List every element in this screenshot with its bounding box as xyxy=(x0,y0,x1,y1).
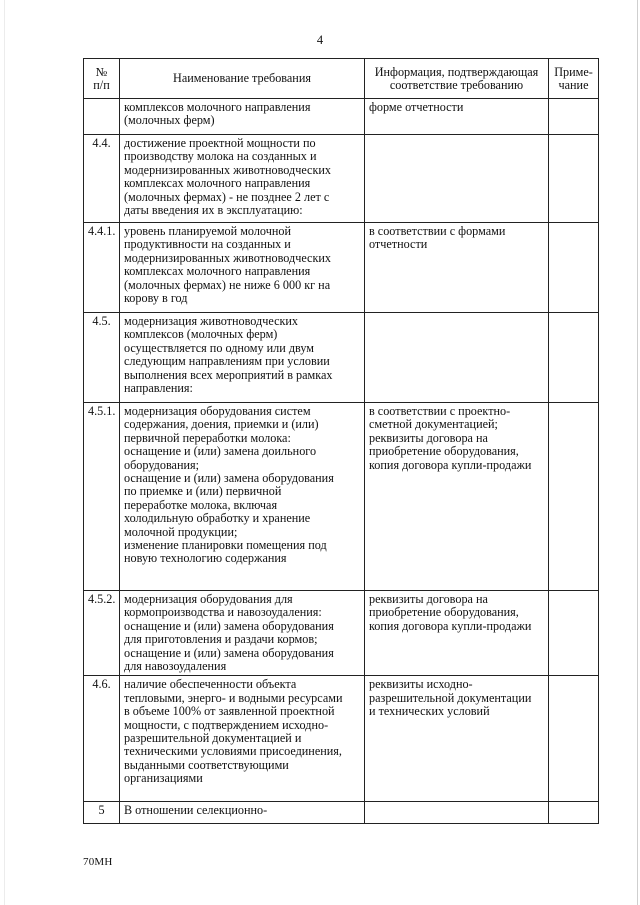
row-note xyxy=(549,223,599,313)
row-info: форме отчетности xyxy=(365,99,549,135)
row-number: 4.6. xyxy=(84,676,120,802)
header-num: № п/п xyxy=(84,59,120,99)
row-number: 4.5. xyxy=(84,313,120,403)
row-note xyxy=(549,313,599,403)
table-row xyxy=(84,802,599,824)
row-number xyxy=(84,99,120,135)
row-note xyxy=(549,99,599,135)
header-requirement: Наименование требования xyxy=(120,59,365,99)
row-info: реквизиты договора на приобретение оборудования, копия договора купли-продажи xyxy=(365,591,549,676)
row-requirement: достижение проектной мощности по производству молока на созданных и модернизированных животноводческих комплексах молочного направления (молочных фермах) - не позднее 2 лет с даты введения их в эксплуатацию: xyxy=(120,135,365,223)
row-info: в соответствии с проектно- сметной документацией; реквизиты договора на приобретение оборудования, копия договора купли-продажи xyxy=(365,403,549,591)
row-requirement: модернизация оборудования для кормопроизводства и навозоудаления: оснащение и (или) замена оборудования для приготовления и раздачи кормов; оснащение и (или) замена оборудования для навозоудаления xyxy=(120,591,365,676)
row-number: 4.4. xyxy=(84,135,120,223)
row-info xyxy=(365,313,549,403)
table-row xyxy=(84,99,599,135)
table-row xyxy=(84,591,599,676)
row-number: 5 xyxy=(84,802,120,824)
row-requirement: модернизация животноводческих комплексов (молочных ферм) осуществляется по одному или двум следующим направлениям при условии выполнения всех мероприятий в рамках направления: xyxy=(120,313,365,403)
row-info: в соответствии с формами отчетности xyxy=(365,223,549,313)
table-row xyxy=(84,135,599,223)
row-note xyxy=(549,403,599,591)
row-note xyxy=(549,591,599,676)
row-requirement: модернизация оборудования систем содержания, доения, приемки и (или) первичной переработки молока: оснащение и (или) замена доильного оборудования; оснащение и (или) замена оборудования по приемке и (или) первичной переработке молока, включая холодильную обработку и хранение молочной продукции; изменение планировки помещения под новую технологию содержания xyxy=(120,403,365,591)
table-row xyxy=(84,313,599,403)
row-info: реквизиты исходно- разрешительной документации и технических условий xyxy=(365,676,549,802)
requirements-table xyxy=(83,58,599,824)
page-number: 4 xyxy=(316,33,324,47)
table-row xyxy=(84,403,599,591)
row-number: 4.4.1. xyxy=(84,223,120,313)
row-info xyxy=(365,135,549,223)
row-number: 4.5.1. xyxy=(84,403,120,591)
table-row xyxy=(84,676,599,802)
scan-edge-right xyxy=(637,0,638,905)
row-requirement: комплексов молочного направления (молочных ферм) xyxy=(120,99,365,135)
table-row xyxy=(84,223,599,313)
row-note xyxy=(549,135,599,223)
row-note xyxy=(549,802,599,824)
scan-edge-left xyxy=(4,0,5,905)
row-number: 4.5.2. xyxy=(84,591,120,676)
row-info xyxy=(365,802,549,824)
header-info: Информация, подтверждающая соответствие требованию xyxy=(365,59,549,99)
row-requirement: уровень планируемой молочной продуктивности на созданных и модернизированных животноводческих комплексах молочного направления (молочных фермах) не ниже 6 000 кг на корову в год xyxy=(120,223,365,313)
row-note xyxy=(549,676,599,802)
document-code: 70МН xyxy=(83,856,113,868)
header-note: Приме- чание xyxy=(549,59,599,99)
table-header-row xyxy=(84,59,599,99)
row-requirement: наличие обеспеченности объекта тепловыми, энерго- и водными ресурсами в объеме 100% от заявленной проектной мощности, с подтверждением исходно- разрешительной документацией и техническими условиями присоединения, выданными соответствующими организациями xyxy=(120,676,365,802)
row-requirement: В отношении селекционно- xyxy=(120,802,365,824)
